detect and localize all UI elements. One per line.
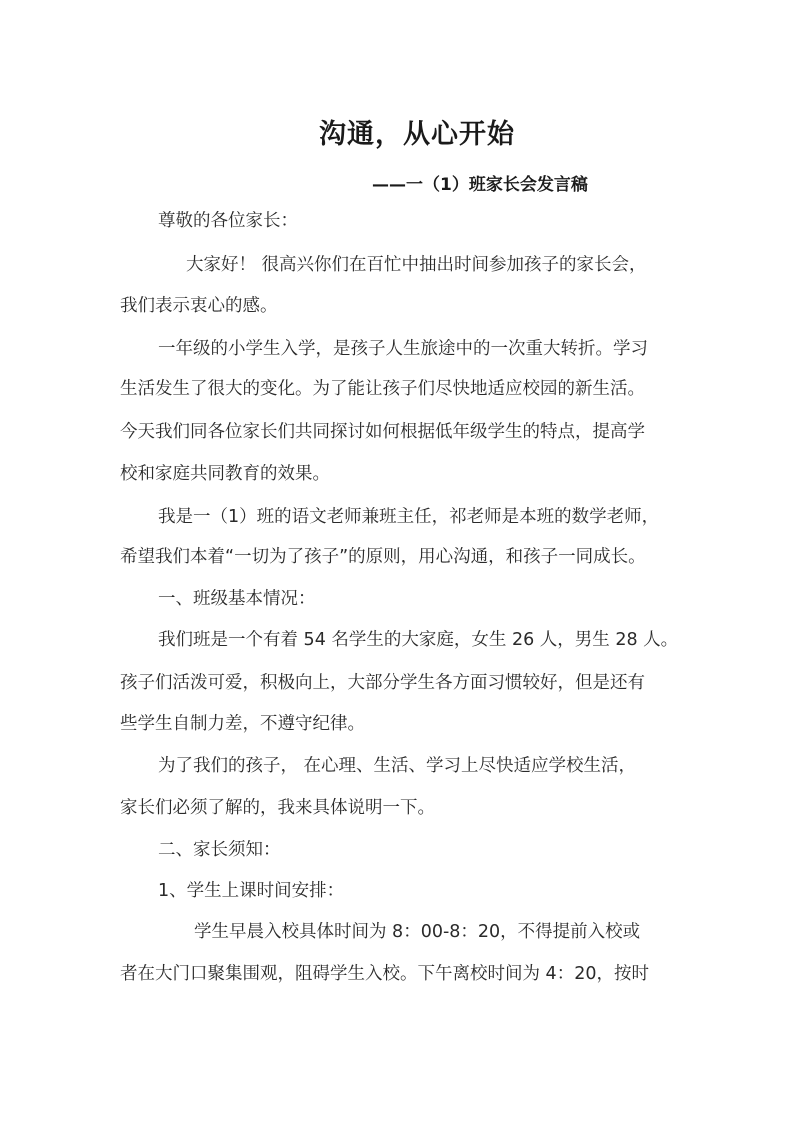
paragraph-line: 些学生自制力差，不遵守纪律。 xyxy=(120,714,365,734)
subsection-heading: 1、学生上课时间安排： xyxy=(158,881,345,901)
paragraph-line: 一年级的小学生入学，是孩子人生旅途中的一次重大转折。学习 xyxy=(158,339,648,359)
paragraph-line: 大家好！ 很高兴你们在百忙中抽出时间参加孩子的家长会， xyxy=(186,255,647,275)
paragraph-line: 我们班是一个有着 54 名学生的大家庭，女生 26 人，男生 28 人。 xyxy=(158,630,679,650)
paragraph-line: 希望我们本着“一切为了孩子”的原则，用心沟通，和孩子一同成长。 xyxy=(120,547,646,567)
paragraph-line: 孩子们活泼可爱，积极向上，大部分学生各方面习惯较好，但是还有 xyxy=(120,673,645,693)
paragraph-line: 我们表示衷心的感。 xyxy=(120,296,278,316)
paragraph-line: 学生早晨入校具体时间为 8：00-8：20，不得提前入校或 xyxy=(194,922,641,942)
paragraph-line: 校和家庭共同教育的效果。 xyxy=(120,464,330,484)
paragraph-line: 者在大门口聚集围观，阻碍学生入校。下午离校时间为 4：20，按时 xyxy=(120,964,649,984)
section-heading-1: 一、班级基本情况： xyxy=(158,589,316,609)
paragraph-line: 我是一（1）班的语文老师兼班主任，祁老师是本班的数学老师， xyxy=(158,507,660,527)
document-subtitle: ——一（1）班家长会发言稿 xyxy=(372,175,588,195)
paragraph-line: 家长们必须了解的，我来具体说明一下。 xyxy=(120,798,435,818)
paragraph-line: 为了我们的孩子， 在心理、生活、学习上尽快适应学校生活， xyxy=(158,756,637,776)
section-heading-2: 二、家长须知： xyxy=(158,840,281,860)
paragraph-line: 今天我们同各位家长们共同探讨如何根据低年级学生的特点，提高学 xyxy=(120,422,645,442)
greeting-line: 尊敬的各位家长： xyxy=(158,211,298,231)
paragraph-line: 生活发生了很大的变化。为了能让孩子们尽快地适应校园的新生活。 xyxy=(120,379,645,399)
document-title: 沟通，从心开始 xyxy=(319,119,515,150)
